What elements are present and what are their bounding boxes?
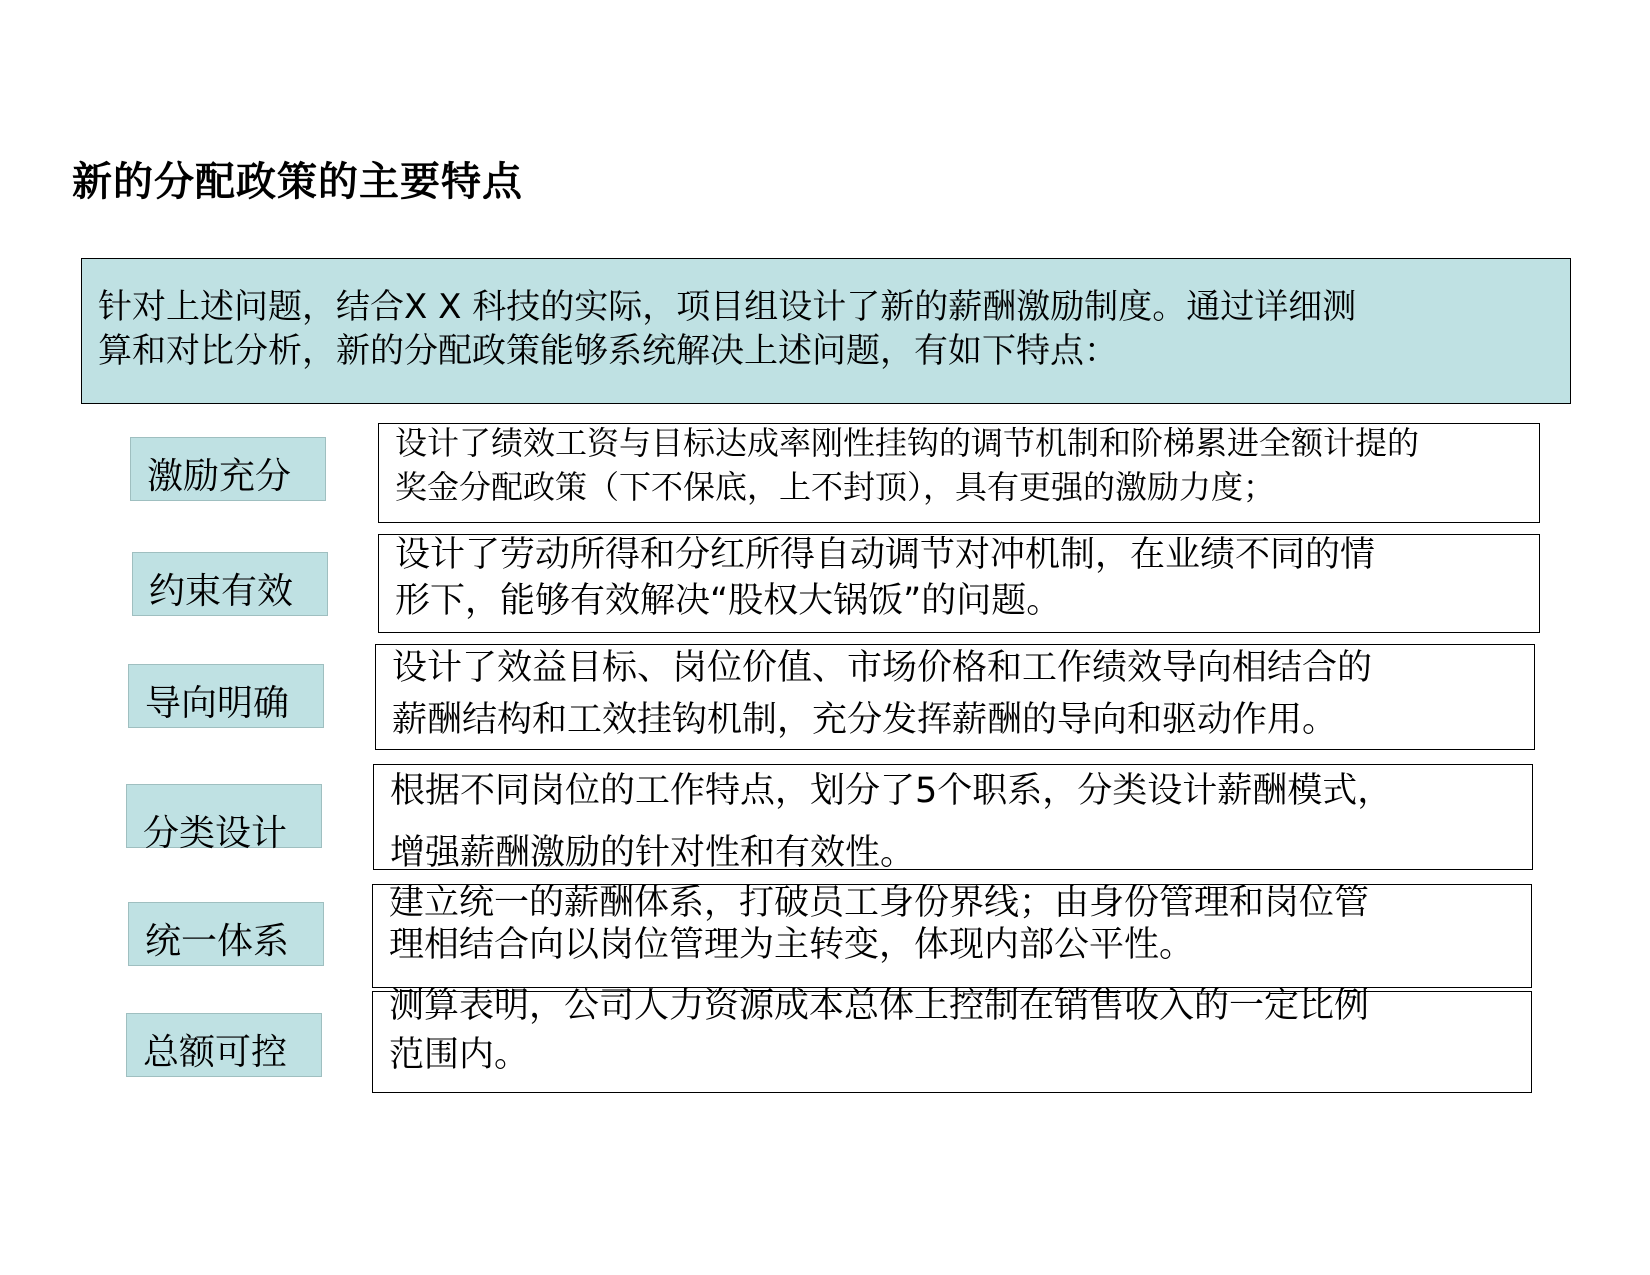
description-line: 增强薪酬激励的针对性和有效性。 (390, 833, 916, 873)
description-line: 设计了劳动所得和分红所得自动调节对冲机制，在业绩不同的情 (395, 535, 1376, 575)
feature-description-unified-system (372, 884, 1532, 988)
description-line: 设计了绩效工资与目标达成率刚性挂钩的调节机制和阶梯累进全额计提的 (395, 424, 1420, 462)
feature-label-orientation: 导向明确 (128, 664, 324, 728)
description-line: 奖金分配政策（下不保底，上不封顶），具有更强的激励力度； (395, 468, 1276, 506)
feature-description-total-control (372, 986, 1532, 1093)
feature-description-classification (373, 764, 1533, 873)
intro-box (81, 258, 1571, 404)
description-line: 设计了效益目标、岗位价值、市场价格和工作绩效导向相结合的 (392, 648, 1373, 688)
feature-label-total-control: 总额可控 (126, 1013, 322, 1077)
description-line: 范围内。 (389, 1035, 530, 1075)
feature-label-constraint: 约束有效 (132, 552, 328, 616)
feature-label-classification: 分类设计 (126, 784, 322, 848)
description-line: 薪酬结构和工效挂钩机制，充分发挥薪酬的导向和驱动作用。 (392, 700, 1338, 740)
feature-label-incentive: 激励充分 (130, 437, 326, 501)
page-title: 新的分配政策的主要特点 (72, 159, 523, 205)
feature-description-incentive (378, 423, 1540, 523)
description-line: 理相结合向以岗位管理为主转变，体现内部公平性。 (389, 925, 1195, 965)
intro-line: 针对上述问题，结合X X 科技的实际，项目组设计了新的薪酬激励制度。通过详细测 (98, 287, 1357, 327)
intro-line: 算和对比分析，新的分配政策能够系统解决上述问题，有如下特点： (98, 331, 1118, 371)
description-line: 建立统一的薪酬体系，打破员工身份界线；由身份管理和岗位管 (389, 883, 1370, 923)
feature-description-orientation (375, 644, 1535, 750)
feature-description-constraint (378, 534, 1540, 633)
description-line: 形下，能够有效解决“股权大锅饭”的问题。 (395, 581, 1062, 621)
description-line: 测算表明，公司人力资源成本总体上控制在销售收入的一定比例 (389, 986, 1370, 1026)
feature-label-unified-system: 统一体系 (128, 902, 324, 966)
description-line: 根据不同岗位的工作特点，划分了5个职系，分类设计薪酬模式， (390, 771, 1393, 811)
